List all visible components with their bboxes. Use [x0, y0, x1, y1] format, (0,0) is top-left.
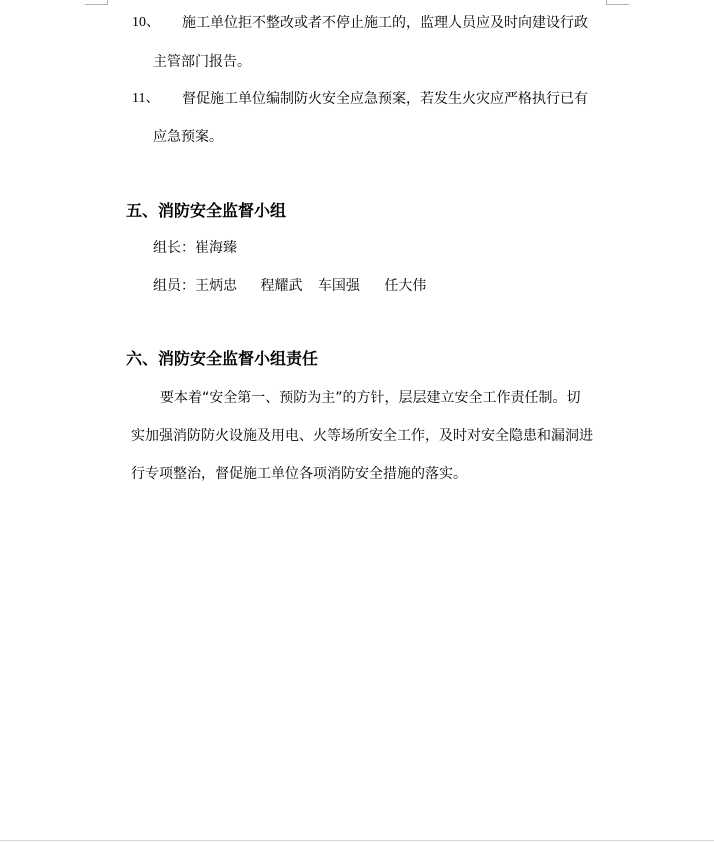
page-corner-mark-right — [606, 0, 629, 5]
item-text-line: 主管部门报告。 — [153, 54, 251, 70]
item-text-line: 应急预案。 — [153, 129, 223, 145]
page-corner-mark-left — [85, 0, 108, 5]
item-number: 10、 — [132, 15, 160, 30]
paragraph-line: 要本着“安全第一、预防为主”的方针，层层建立安全工作责任制。切 — [160, 390, 581, 406]
paragraph-line: 行专项整治，督促施工单位各项消防安全措施的落实。 — [131, 466, 467, 482]
paragraph-line: 实加强消防防火设施及用电、火等场所安全工作，及时对安全隐患和漏洞进 — [131, 428, 593, 444]
group-members — [153, 277, 426, 295]
section-heading: 五、消防安全监督小组 — [126, 201, 287, 220]
group-leader: 组长：崔海臻 — [153, 240, 237, 256]
page-bottom-edge — [0, 840, 714, 841]
item-number: 11、 — [132, 91, 160, 106]
item-text-line: 施工单位拒不整改或者不停止施工的，监理人员应及时向建设行政 — [182, 15, 588, 31]
member-name: 程耀武 — [260, 278, 303, 294]
member-name: 组员：王炳忠 — [153, 278, 237, 294]
member-name: 任大伟 — [384, 278, 427, 294]
member-name: 车国强 — [317, 278, 360, 294]
section-heading: 六、消防安全监督小组责任 — [126, 349, 319, 368]
item-text-line: 督促施工单位编制防火安全应急预案，若发生火灾应严格执行已有 — [182, 91, 588, 107]
